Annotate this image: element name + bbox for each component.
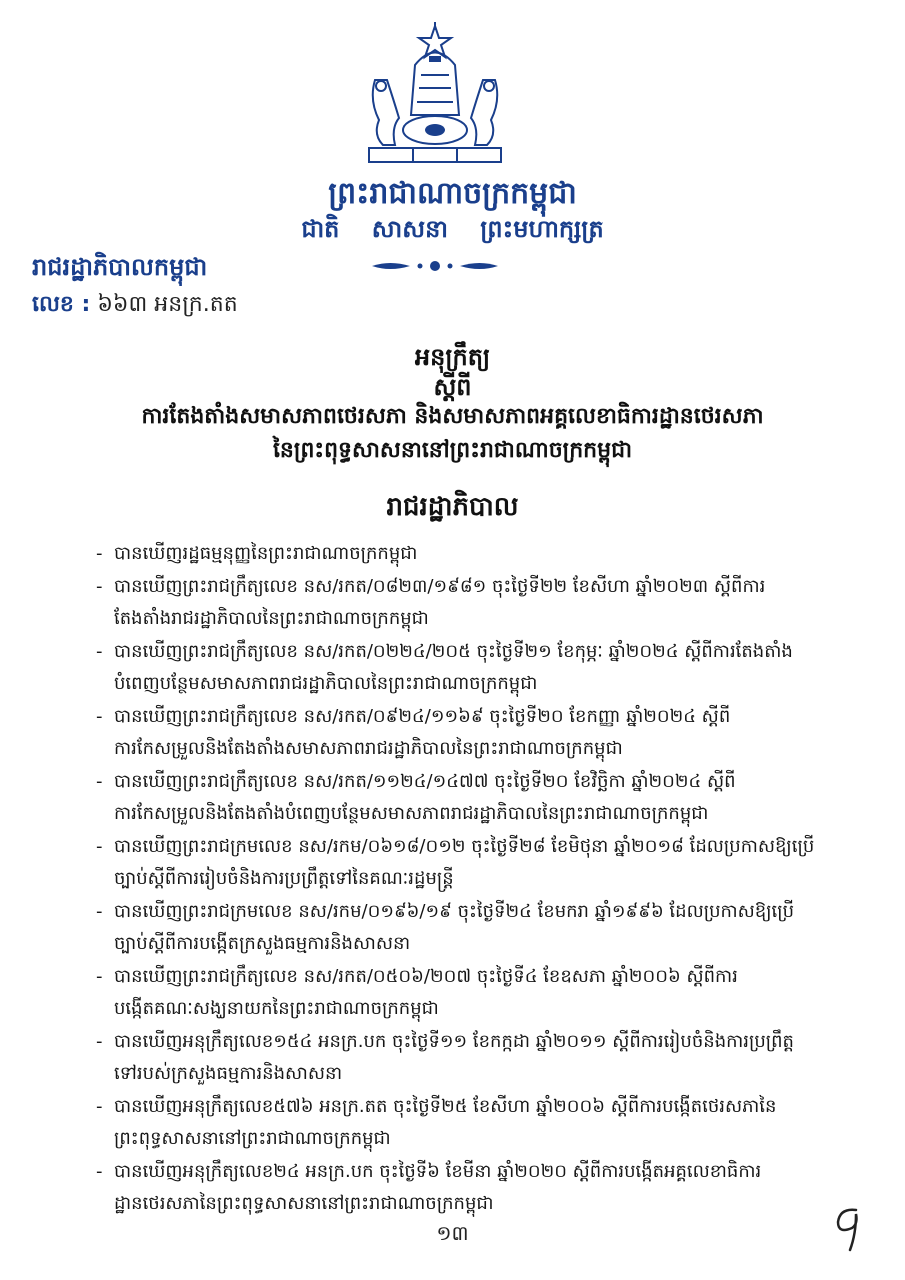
government-header: រាជរដ្ឋាភិបាលកម្ពុជា [32, 253, 208, 281]
list-item: - បានឃើញអនុក្រឹត្យលេខ១៥៤ អនក្រ.បក ចុះថ្ងៃទី១១ ខែកក្កដា ឆ្នាំ២០១១ ស្ដីពីការរៀបចំនិងការប្រព្រឹត្តទៅរបស់ក្រសួងធម្មការនិងសាសនា [96, 1026, 816, 1090]
list-item: - បានឃើញព្រះរាជក្រមលេខ នស/រកម/០៦១៨/០១២ ចុះថ្ងៃទី២៨ ខែមិថុនា ឆ្នាំ២០១៨ ដែលប្រកាសឱ្យប្រើច្បាប់ស្ដីពីការរៀបចំនិងការប្រព្រឹត្តទៅនៃគណៈរដ្ឋមន្ត្រី [96, 831, 816, 895]
document-type: អនុក្រឹត្យ [414, 343, 491, 371]
list-item: - បានឃើញព្រះរាជក្រឹត្យលេខ នស/រកត/០៩២៤/១១៦៩ ចុះថ្ងៃទី២០ ខែកញ្ញា ឆ្នាំ២០២៤ ស្ដីពីការកែសម្រួលនិងតែងតាំងសមាសភាពរាជរដ្ឋាភិបាលនៃព្រះរាជាណាចក្រកម្ពុជា [96, 701, 816, 765]
document-number-label: លេខ : [32, 292, 91, 317]
document-title-line-2: នៃព្រះពុទ្ធសាសនានៅព្រះរាជាណាចក្រកម្ពុជា [272, 438, 633, 463]
list-item: - បានឃើញព្រះរាជក្រមលេខ នស/រកម/០១៩៦/១៩ ចុះថ្ងៃទី២៤ ខែមករា ឆ្នាំ១៩៩៦ ដែលប្រកាសឱ្យប្រើច្បាប់ស្ដីពីការបង្កើតក្រសួងធម្មការនិងសាសនា [96, 896, 816, 960]
list-item: - បានឃើញព្រះរាជក្រឹត្យលេខ នស/រកត/០៨២៣/១៩៨១ ចុះថ្ងៃទី២២ ខែសីហា ឆ្នាំ២០២៣ ស្ដីពីការតែងតាំងរាជរដ្ឋាភិបាលនៃព្រះរាជាណាចក្រកម្ពុជា [96, 571, 816, 635]
reference-list [96, 538, 816, 1221]
list-item: - បានឃើញព្រះរាជក្រឹត្យលេខ នស/រកត/១១២៤/១៤៧៧ ចុះថ្ងៃទី២០ ខែវិច្ឆិកា ឆ្នាំ២០២៤ ស្ដីពីការកែសម្រួលនិងតែងតាំងបំពេញបន្ថែមសមាសភាពរាជរដ្ឋាភិបាលនៃព្រះរាជាណាចក្រកម្ពុជា [96, 766, 816, 830]
document-title-line-1: ការតែងតាំងសមាសភាពថេរសភា និងសមាសភាពអគ្គលេខាធិការដ្ឋានថេរសភា [141, 404, 764, 429]
page-number: ១៣ [436, 1221, 469, 1245]
royal-emblem-icon [355, 20, 515, 170]
about-label: ស្ដីពី [433, 373, 472, 401]
kingdom-name: ព្រះរាជាណាចក្រកម្ពុជា [328, 176, 577, 211]
document-number-value: ៦៦៣ អនក្រ.តត [97, 292, 238, 317]
list-item: - បានឃើញព្រះរាជក្រឹត្យលេខ នស/រកត/០២២៤/២០៥ ចុះថ្ងៃទី២១ ខែកុម្ភៈ ឆ្នាំ២០២៤ ស្ដីពីការតែងតាំងបំពេញបន្ថែមសមាសភាពរាជរដ្ឋាភិបាលនៃព្រះរាជាណាចក្រកម្ពុជា [96, 636, 816, 700]
list-item: - បានឃើញព្រះរាជក្រឹត្យលេខ នស/រកត/០៥០៦/២០៧ ចុះថ្ងៃទី៤ ខែឧសភា ឆ្នាំ២០០៦ ស្ដីពីការបង្កើតគណៈសង្ឃនាយកនៃព្រះរាជាណាចក្រកម្ពុជា [96, 961, 816, 1025]
ornament-divider-icon [370, 258, 500, 274]
list-item: - បានឃើញអនុក្រឹត្យលេខ៥៧៦ អនក្រ.តត ចុះថ្ងៃទី២៥ ខែសីហា ឆ្នាំ២០០៦ ស្ដីពីការបង្កើតថេរសភានៃព្រះពុទ្ធសាសនានៅព្រះរាជាណាចក្រកម្ពុជា [96, 1091, 816, 1155]
list-item: - បានឃើញអនុក្រឹត្យលេខ២៤ អនក្រ.បក ចុះថ្ងៃទី៦ ខែមីនា ឆ្នាំ២០២០ ស្ដីពីការបង្កើតអគ្គលេខាធិការដ្ឋានថេរសភានៃព្រះពុទ្ធសាសនានៅព្រះរាជាណាចក្រកម្ពុជា [96, 1156, 816, 1220]
issuer-heading: រាជរដ្ឋាភិបាល [386, 492, 519, 522]
national-motto: ជាតិ សាសនា ព្រះមហាក្សត្រ [301, 215, 604, 243]
document-number [32, 290, 238, 322]
list-item: - បានឃើញរដ្ឋធម្មនុញ្ញនៃព្រះរាជាណាចក្រកម្ពុជា [96, 538, 816, 570]
handwritten-initial-icon [826, 1200, 870, 1260]
